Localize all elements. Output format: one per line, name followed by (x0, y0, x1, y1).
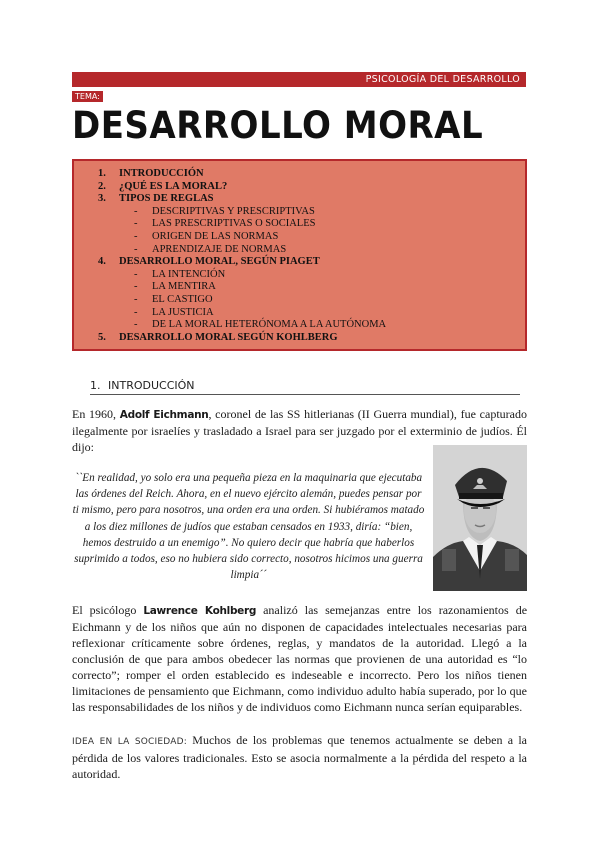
toc-number: 1. (98, 168, 106, 179)
toc-subitem: - LAS PRESCRIPTIVAS O SOCIALES (134, 218, 316, 230)
toc-sublabel: EL CASTIGO (152, 293, 213, 305)
section-heading (90, 377, 520, 395)
toc-number: 5. (98, 331, 106, 343)
body-text: El psicólogo (72, 603, 137, 617)
section-number: 1. (90, 379, 101, 392)
section-title: INTRODUCCIÓN (108, 379, 195, 392)
toc-label: DESARROLLO MORAL, SEGÚN PIAGET (119, 256, 320, 268)
person-name: Adolf Eichmann (119, 409, 209, 421)
toc-label: INTRODUCCIÓN (119, 168, 204, 179)
toc-subitem: - LA INTENCIÓN (134, 268, 226, 280)
body-text: analizó las semejanzas entre los razonamientos de Eichmann y de los niños que aún no disponen de capacidades intelectuales necesarias para reflexionar críticamente sobre órdenes, reglas, y mandatos de la autoridad. Llegó a la conclusión de que para ambos obedecer las normas que provienen de una autoridad es “lo correcto”; romper el orden establecido es indeseable e incorrecto. Pero los niños tienen limitaciones de pensamiento que Eichmann, como individuo adulto había superado, por lo que las responsabilidades de los niños y de individuos como Eichmann nunca serían equiparables. (72, 603, 528, 714)
intro-text: , coronel de las SS hitlerianas (II Guerra mundial), fue capturado ilegalmente por israelíes y trasladado a Israel para ser juzgado por el exterminio de judíos. Él dijo: (72, 407, 527, 454)
society-paragraph (72, 732, 527, 782)
toc-item (74, 181, 525, 194)
toc-subitem: - DE LA MORAL HETERÓNOMA A LA AUTÓNOMA (134, 319, 387, 331)
toc-item (74, 332, 525, 345)
table-of-contents (72, 159, 527, 351)
eichmann-photo (433, 445, 527, 591)
idea-label: IDEA EN LA SOCIEDAD: (72, 737, 187, 747)
toc-sublabel: ORIGEN DE LAS NORMAS (152, 230, 279, 242)
page-title: DESARROLLO MORAL (72, 104, 484, 147)
toc-label: ¿QUÉ ES LA MORAL? (119, 180, 228, 192)
toc-sublabel: DE LA MORAL HETERÓNOMA A LA AUTÓNOMA (152, 319, 387, 331)
toc-label: TIPOS DE REGLAS (119, 193, 214, 205)
toc-subitem: - LA MENTIRA (134, 281, 216, 293)
toc-number: 4. (98, 256, 106, 268)
toc-subitem: - EL CASTIGO (134, 293, 213, 305)
toc-item (74, 193, 525, 206)
toc-subitem: - DESCRIPTIVAS Y PRESCRIPTIVAS (134, 205, 315, 217)
toc-item (74, 256, 525, 269)
toc-number: 2. (98, 180, 106, 192)
toc-sublabel: DESCRIPTIVAS Y PRESCRIPTIVAS (152, 205, 315, 217)
subject-banner: PSICOLOGÍA DEL DESARROLLO (72, 72, 526, 87)
toc-sublabel: LAS PRESCRIPTIVAS O SOCIALES (152, 218, 316, 230)
toc-sublabel: LA INTENCIÓN (152, 268, 226, 280)
tema-tag: TEMA: (72, 91, 103, 102)
toc-sublabel: APRENDIZAJE DE NORMAS (152, 243, 287, 255)
toc-label: DESARROLLO MORAL SEGÚN KOHLBERG (119, 331, 338, 343)
portrait-image (433, 445, 527, 591)
eichmann-quote: ``En realidad, yo solo era una pequeña pieza en la maquinaria que ejecutaba las órdenes del Reich. Ahora, en el nuevo ejército alemán, puedes pensar por ti mismo, pero para nosotros, una orden era una orden. Si hubiéramos matado a los diez millones de judíos que estaban censados en 1933, diría: “bien, hemos destruido a un enemigo”. No quiero decir que habría que haberlos suprimido a todos, eso no hubiera sido correcto, nosotros hicimos una guerra limpia´´ (72, 472, 425, 582)
toc-sublabel: LA MENTIRA (152, 281, 216, 293)
kohlberg-paragraph (72, 602, 527, 715)
body-text: Muchos de los problemas que tenemos actualmente se deben a la pérdida de los valores tradicionales. Esto se asocia normalmente a la pérdida del respeto a la autoridad. (72, 733, 528, 781)
person-name: Lawrence Kohlberg (143, 605, 257, 617)
toc-item (74, 168, 525, 181)
toc-subitem: - APRENDIZAJE DE NORMAS (134, 243, 287, 255)
intro-text: En 1960, (72, 407, 117, 421)
toc-sublabel: LA JUSTICIA (152, 306, 214, 318)
toc-number: 3. (98, 193, 106, 205)
toc-subitem: - ORIGEN DE LAS NORMAS (134, 230, 279, 242)
toc-subitem: - LA JUSTICIA (134, 306, 214, 318)
